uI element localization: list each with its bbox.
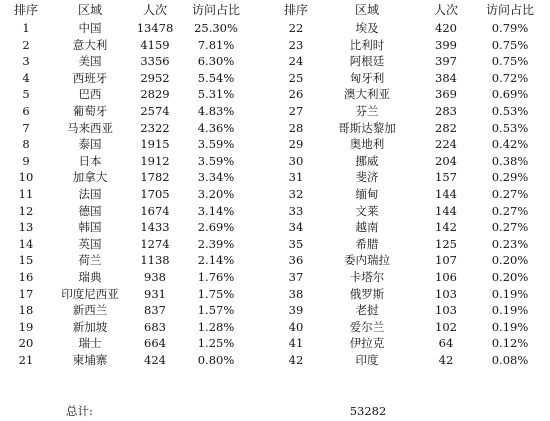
share-cell: 3.59% [197,137,235,152]
visits-cell: 64 [438,336,454,351]
visits-cell: 144 [435,203,457,218]
share-cell: 4.83% [197,103,235,118]
share-cell: 3.20% [197,186,235,201]
rank-cell: 35 [288,236,304,251]
rank-cell: 26 [288,87,304,102]
rank-cell: 30 [288,153,304,168]
region-cell: 爱尔兰 [349,319,385,334]
rank-cell: 37 [288,269,304,284]
rank-cell: 29 [288,137,304,152]
share-cell: 0.80% [197,352,235,367]
share-cell: 0.27% [491,203,529,218]
rank-cell: 34 [288,220,304,235]
rank-cell: 31 [288,170,304,185]
share-cell: 2.39% [197,236,235,251]
rank-cell: 8 [22,137,30,152]
rank-cell: 3 [22,54,30,69]
visits-cell: 837 [144,303,166,318]
visits-cell: 931 [144,286,166,301]
table-row [0,269,550,286]
share-cell: 0.20% [491,253,529,268]
share-cell: 1.57% [197,303,235,318]
region-cell: 德国 [78,203,102,218]
share-cell: 0.53% [491,120,529,135]
total-label: 总计: [66,404,93,418]
share-cell: 0.42% [491,137,529,152]
rank-cell: 33 [288,203,304,218]
visits-cell: 384 [435,70,457,85]
table-body [0,20,550,368]
visits-cell: 1915 [140,137,170,152]
region-cell: 荷兰 [78,253,102,268]
visits-cell: 2574 [140,103,170,118]
share-cell: 0.38% [491,153,529,168]
table-row [0,20,550,37]
region-cell: 斐济 [355,170,379,185]
table-row [0,136,550,153]
table-row [0,86,550,103]
share-cell: 0.19% [491,303,529,318]
visits-cell: 142 [435,220,457,235]
rank-cell: 19 [18,319,34,334]
share-cell: 2.14% [197,253,235,268]
share-cell: 5.31% [197,87,235,102]
visits-cell: 144 [435,186,457,201]
rank-cell: 12 [18,203,34,218]
region-cell: 芬兰 [355,103,379,118]
share-cell: 0.29% [491,170,529,185]
table-row [0,120,550,137]
visits-cell: 125 [435,236,457,251]
region-cell: 哥斯达黎加 [338,120,396,135]
share-cell: 3.34% [197,170,235,185]
header-region: 区域 [354,3,379,17]
region-cell: 越南 [355,220,379,235]
share-cell: 0.27% [491,220,529,235]
share-cell: 1.25% [197,336,235,351]
table-row [0,70,550,87]
table-row [0,53,550,70]
rank-cell: 6 [22,103,30,118]
rank-cell: 1 [22,21,30,35]
rank-cell: 7 [22,120,30,135]
rank-cell: 21 [18,352,34,367]
rank-cell: 23 [288,37,304,52]
table-row [0,302,550,319]
share-cell: 0.08% [491,352,529,367]
share-cell: 1.28% [197,319,235,334]
share-cell: 3.14% [197,203,235,218]
share-cell: 0.20% [491,269,529,284]
region-cell: 意大利 [72,37,108,52]
share-cell: 1.76% [197,269,235,284]
table-row [0,219,550,236]
region-cell: 缅甸 [355,186,379,201]
share-cell: 0.72% [491,70,529,85]
rank-cell: 13 [18,220,34,235]
region-cell: 匈牙利 [349,70,385,85]
rank-cell: 11 [18,186,34,201]
visits-cell: 1912 [140,153,170,168]
table-row [0,203,550,220]
rank-cell: 10 [18,170,34,185]
share-cell: 0.53% [491,103,529,118]
header-visits: 人次 [433,3,458,17]
region-cell: 印度 [355,352,379,367]
share-cell: 5.54% [197,70,235,85]
header-rank: 排序 [13,3,38,17]
region-cell: 文莱 [355,203,379,218]
region-cell: 瑞士 [78,336,102,351]
rank-cell: 39 [288,303,304,318]
visits-cell: 106 [435,269,457,284]
visits-cell: 13478 [136,21,174,35]
rank-cell: 14 [18,236,34,251]
visits-cell: 1674 [140,203,170,218]
region-cell: 希腊 [355,236,379,251]
rank-cell: 41 [288,336,304,351]
visits-cell: 2829 [140,87,170,102]
header-row [0,0,550,20]
region-cell: 美国 [78,54,102,69]
share-cell: 0.79% [491,21,529,35]
region-cell: 委内瑞拉 [344,253,390,268]
visits-cell: 3356 [140,54,170,69]
share-cell: 0.12% [491,336,529,351]
table-row [0,286,550,303]
rank-cell: 22 [288,21,304,35]
region-cell: 挪威 [355,153,379,168]
visits-cell: 103 [435,303,457,318]
region-cell: 葡萄牙 [72,103,108,118]
rank-cell: 17 [18,286,34,301]
rank-cell: 40 [288,319,304,334]
region-cell: 巴西 [78,87,102,102]
region-cell: 中国 [78,21,102,35]
header-share: 访问占比 [191,3,240,17]
visits-cell: 204 [435,153,457,168]
visits-cell: 282 [435,120,457,135]
header-region: 区域 [77,3,102,17]
visits-cell: 1705 [140,186,170,201]
table-row [0,352,550,369]
share-cell: 0.75% [491,54,529,69]
rank-cell: 15 [18,253,34,268]
visits-cell: 420 [435,21,457,35]
visits-cell: 157 [435,170,457,185]
region-cell: 日本 [78,153,102,168]
table-row [0,252,550,269]
region-cell: 韩国 [78,220,102,235]
table-row [0,103,550,120]
visits-cell: 103 [435,286,457,301]
share-cell: 3.59% [197,153,235,168]
visits-cell: 664 [144,336,166,351]
table-row [0,319,550,336]
region-cell: 瑞典 [78,269,102,284]
visits-cell: 1433 [140,220,170,235]
rank-cell: 28 [288,120,304,135]
visits-cell: 938 [144,269,166,284]
share-cell: 0.75% [491,37,529,52]
visits-cell: 1782 [140,170,170,185]
share-cell: 0.19% [491,286,529,301]
share-cell: 0.19% [491,319,529,334]
visits-cell: 224 [435,137,457,152]
share-cell: 0.23% [491,236,529,251]
table-row [0,236,550,253]
header-rank: 排序 [283,3,308,17]
region-cell: 澳大利亚 [344,87,390,102]
rank-cell: 36 [288,253,304,268]
visits-cell: 4159 [140,37,170,52]
visits-cell: 283 [435,103,457,118]
visits-cell: 2952 [140,70,170,85]
region-cell: 奥地利 [349,137,385,152]
visits-cell: 424 [144,352,166,367]
visits-cell: 2322 [140,120,170,135]
region-cell: 西班牙 [72,70,108,85]
visits-cell: 1274 [140,236,170,251]
visits-cell: 1138 [140,253,170,268]
rank-cell: 38 [288,286,304,301]
header-visits: 人次 [142,3,167,17]
total-value: 53282 [349,404,387,418]
region-cell: 老挝 [355,303,379,318]
region-cell: 伊拉克 [349,336,385,351]
region-cell: 卡塔尔 [349,269,385,284]
share-cell: 6.30% [197,54,235,69]
rank-cell: 20 [18,336,34,351]
region-cell: 新加坡 [72,319,108,334]
rank-cell: 42 [288,352,304,367]
rank-cell: 32 [288,186,304,201]
table-row [0,37,550,54]
table-row [0,335,550,352]
visits-cell: 42 [438,352,454,367]
table-row [0,153,550,170]
region-cell: 俄罗斯 [349,286,385,301]
share-cell: 1.75% [197,286,235,301]
rank-cell: 27 [288,103,304,118]
share-cell: 7.81% [197,37,235,52]
region-cell: 柬埔寨 [72,352,108,367]
visits-cell: 397 [435,54,457,69]
region-cell: 比利时 [349,37,385,52]
region-cell: 阿根廷 [349,54,385,69]
region-cell: 马来西亚 [67,120,113,135]
share-cell: 2.69% [197,220,235,235]
visits-cell: 102 [435,319,457,334]
rank-cell: 18 [18,303,34,318]
share-cell: 25.30% [194,21,238,35]
visits-cell: 683 [144,319,166,334]
visits-cell: 399 [435,37,457,52]
region-cell: 英国 [78,236,102,251]
region-cell: 法国 [78,186,102,201]
visits-cell: 369 [435,87,457,102]
share-cell: 4.36% [197,120,235,135]
rank-cell: 16 [18,269,34,284]
share-cell: 0.27% [491,186,529,201]
table-row [0,186,550,203]
table-row [0,169,550,186]
rank-cell: 24 [288,54,304,69]
rank-cell: 4 [22,70,30,85]
rank-cell: 2 [22,37,30,52]
region-cell: 印度尼西亚 [61,286,119,301]
rank-cell: 25 [288,70,304,85]
region-cell: 新西兰 [72,303,108,318]
region-cell: 埃及 [355,21,379,35]
rank-cell: 5 [22,87,30,102]
rank-cell: 9 [22,153,30,168]
visits-cell: 107 [435,253,457,268]
region-cell: 泰国 [78,137,102,152]
header-share: 访问占比 [485,3,534,17]
region-cell: 加拿大 [72,170,108,185]
share-cell: 0.69% [491,87,529,102]
